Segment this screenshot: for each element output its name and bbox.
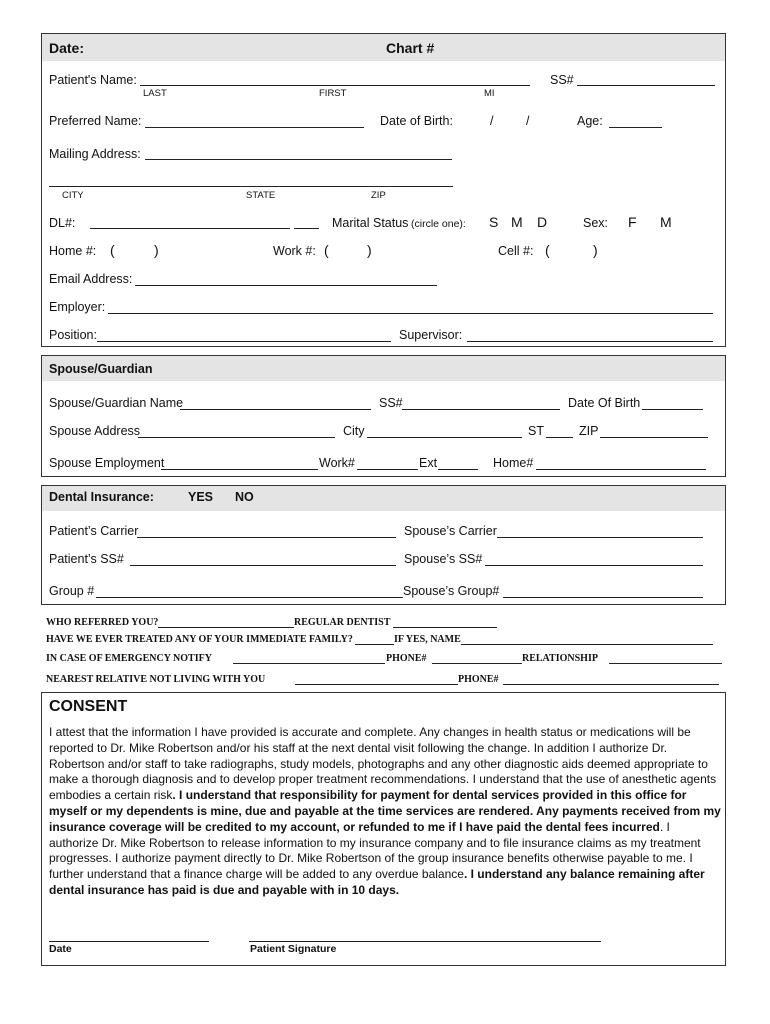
patient-signature-label: Patient Signature bbox=[250, 943, 337, 955]
ss-label: SS# bbox=[550, 73, 574, 87]
spouse-employment-label: Spouse Employment bbox=[49, 456, 165, 470]
marital-single-option[interactable]: S bbox=[489, 214, 499, 230]
family-name-field[interactable] bbox=[461, 644, 713, 645]
dob-label: Date of Birth: bbox=[380, 114, 453, 128]
consent-bold-1: . I understand that responsibility for payment for dental services provided in this office for myself or my dependents is mine, due and payable at the time services are rendered. Any payments received from my insurance coverage will be credited to my account, or refunded to me if I have paid the dental fees incurred bbox=[49, 788, 721, 834]
emergency-phone-field[interactable] bbox=[432, 663, 522, 664]
work-area-open: ( bbox=[324, 242, 329, 258]
chart-number-label: Chart # bbox=[386, 40, 435, 56]
spouse-st-label: ST bbox=[528, 424, 544, 438]
relationship-field[interactable] bbox=[609, 663, 722, 664]
spouse-group-field[interactable] bbox=[503, 597, 703, 598]
spouse-ss-field[interactable] bbox=[402, 409, 560, 410]
preferred-name-field[interactable] bbox=[145, 127, 364, 128]
insurance-no-option[interactable]: NO bbox=[235, 490, 254, 504]
spouse-zip-label: ZIP bbox=[579, 424, 599, 438]
marital-divorced-option[interactable]: D bbox=[537, 214, 548, 230]
home-area-open: ( bbox=[110, 242, 115, 258]
preferred-name-label: Preferred Name: bbox=[49, 114, 142, 128]
spouse-home-label: Home# bbox=[493, 456, 534, 470]
dl-field[interactable] bbox=[90, 228, 290, 229]
age-label: Age: bbox=[577, 114, 603, 128]
patient-name-field[interactable] bbox=[140, 85, 530, 86]
email-field[interactable] bbox=[135, 285, 437, 286]
treated-family-field[interactable] bbox=[355, 644, 394, 645]
consent-date-field[interactable] bbox=[49, 941, 209, 942]
spouse-ext-label: Ext bbox=[419, 456, 438, 470]
spouse-group-label: Spouse’s Group# bbox=[403, 584, 500, 598]
date-header-label: Date: bbox=[49, 40, 85, 56]
age-field[interactable] bbox=[609, 127, 662, 128]
circle-one-caption: (circle one): bbox=[411, 218, 466, 230]
ss-field[interactable] bbox=[577, 85, 715, 86]
spouse-ext-field[interactable] bbox=[438, 469, 478, 470]
spouse-dob-field[interactable] bbox=[642, 409, 703, 410]
spouse-zip-field[interactable] bbox=[600, 437, 708, 438]
supervisor-field[interactable] bbox=[467, 341, 713, 342]
spouse-ins-ss-label: Spouse’s SS# bbox=[404, 552, 483, 566]
consent-bold-2: . I understand any balance remaining after dental insurance has paid is due and payable with in 10 days. bbox=[49, 867, 705, 897]
nearest-relative-phone-field[interactable] bbox=[503, 684, 719, 685]
patient-header-bar bbox=[42, 34, 725, 61]
patient-ss-field[interactable] bbox=[130, 565, 396, 566]
spouse-address-label: Spouse Address bbox=[49, 424, 141, 438]
spouse-home-field[interactable] bbox=[536, 469, 706, 470]
patient-carrier-field[interactable] bbox=[137, 537, 396, 538]
spouse-employment-field[interactable] bbox=[161, 469, 318, 470]
nearest-relative-phone-label: PHONE# bbox=[458, 674, 499, 685]
spouse-work-label: Work# bbox=[319, 456, 355, 470]
dob-slash-1: / bbox=[490, 114, 494, 128]
sex-female-option[interactable]: F bbox=[628, 214, 637, 230]
nearest-relative-label: NEAREST RELATIVE NOT LIVING WITH YOU bbox=[46, 674, 266, 685]
treated-family-label: HAVE WE EVER TREATED ANY OF YOUR IMMEDIATE FAMILY? bbox=[46, 634, 353, 645]
email-label: Email Address: bbox=[49, 272, 133, 286]
regular-dentist-field[interactable] bbox=[393, 627, 497, 628]
emergency-phone-label: PHONE# bbox=[386, 653, 427, 664]
insurance-yes-option[interactable]: YES bbox=[188, 490, 214, 504]
cell-phone-label: Cell #: bbox=[498, 244, 534, 258]
cell-area-open: ( bbox=[545, 242, 550, 258]
middle-initial-caption: MI bbox=[484, 88, 495, 99]
spouse-dob-label: Date Of Birth bbox=[568, 396, 641, 410]
dl-label: DL#: bbox=[49, 216, 76, 230]
zip-caption: ZIP bbox=[371, 190, 386, 201]
spouse-name-field[interactable] bbox=[180, 409, 371, 410]
spouse-ins-ss-field[interactable] bbox=[485, 565, 703, 566]
spouse-carrier-label: Spouse’s Carrier bbox=[404, 524, 497, 538]
spouse-name-label: Spouse/Guardian Name bbox=[49, 396, 184, 410]
cell-area-close: ) bbox=[593, 242, 598, 258]
mailing-address-label: Mailing Address: bbox=[49, 147, 141, 161]
group-label: Group # bbox=[49, 584, 95, 598]
supervisor-label: Supervisor: bbox=[399, 328, 463, 342]
home-area-close: ) bbox=[154, 242, 159, 258]
first-name-caption: FIRST bbox=[319, 88, 347, 99]
dl-field-short[interactable] bbox=[294, 228, 319, 229]
regular-dentist-label: REGULAR DENTIST bbox=[294, 617, 391, 628]
spouse-city-field[interactable] bbox=[367, 437, 522, 438]
last-name-caption: LAST bbox=[143, 88, 167, 99]
dob-slash-2: / bbox=[526, 114, 530, 128]
spouse-work-field[interactable] bbox=[357, 469, 418, 470]
insurance-section-title: Dental Insurance: bbox=[49, 490, 154, 504]
spouse-address-field[interactable] bbox=[138, 437, 335, 438]
consent-date-label: Date bbox=[49, 943, 72, 955]
who-referred-label: WHO REFERRED YOU? bbox=[46, 617, 159, 628]
spouse-carrier-field[interactable] bbox=[497, 537, 703, 538]
group-field[interactable] bbox=[96, 597, 403, 598]
marital-married-option[interactable]: M bbox=[511, 214, 523, 230]
patient-ss-label: Patient’s SS# bbox=[49, 552, 124, 566]
consent-title: CONSENT bbox=[49, 698, 128, 715]
patient-carrier-label: Patient’s Carrier bbox=[49, 524, 139, 538]
spouse-city-label: City bbox=[343, 424, 365, 438]
sex-male-option[interactable]: M bbox=[660, 214, 672, 230]
patient-name-label: Patient's Name: bbox=[49, 73, 137, 87]
spouse-section-title: Spouse/Guardian bbox=[49, 362, 153, 376]
nearest-relative-field[interactable] bbox=[295, 684, 458, 685]
employer-label: Employer: bbox=[49, 300, 106, 314]
consent-text-2: . I authorize Dr. Mike Robertson to release information to my insurance company and to file insurance claims as my treatment progresses. I authorize payment directly to Dr. Mike Robertson of the group insurance benefits otherwise payable to me. I further understand that a finance charge will be added to any overdue balance bbox=[49, 819, 701, 882]
work-area-close: ) bbox=[367, 242, 372, 258]
if-yes-name-label: IF YES, NAME bbox=[394, 634, 461, 645]
position-label: Position: bbox=[49, 328, 97, 342]
work-phone-label: Work #: bbox=[273, 244, 316, 258]
consent-text-1: I attest that the information I have provided is accurate and complete. Any changes in health status or medications will be reported to Dr. Mike Robertson and/or his staff at the next dental visit following the change. In addition I authorize Dr. Robertson and/or staff to take radiographs, study models, photographs and any other diagnostic aids deemed appropriate to make a thorough diagnosis and to develop proper treatment recommendations. I understand that the use of anesthetic agents embodies a certain risk bbox=[49, 725, 717, 803]
city-caption: CITY bbox=[62, 190, 84, 201]
home-phone-label: Home #: bbox=[49, 244, 97, 258]
city-state-zip-field[interactable] bbox=[49, 186, 453, 187]
employer-field[interactable] bbox=[108, 313, 713, 314]
relationship-label: RELATIONSHIP bbox=[522, 653, 598, 664]
consent-paragraph bbox=[49, 725, 721, 899]
mailing-address-field[interactable] bbox=[145, 159, 452, 160]
sex-label: Sex: bbox=[583, 216, 609, 230]
emergency-notify-label: IN CASE OF EMERGENCY NOTIFY bbox=[46, 653, 212, 664]
spouse-ss-label: SS# bbox=[379, 396, 403, 410]
spouse-st-field[interactable] bbox=[546, 437, 573, 438]
state-caption: STATE bbox=[246, 190, 276, 201]
position-field[interactable] bbox=[97, 341, 391, 342]
patient-signature-field[interactable] bbox=[249, 941, 601, 942]
who-referred-field[interactable] bbox=[158, 627, 294, 628]
marital-status-label: Marital Status bbox=[332, 216, 409, 230]
emergency-contact-field[interactable] bbox=[233, 663, 385, 664]
